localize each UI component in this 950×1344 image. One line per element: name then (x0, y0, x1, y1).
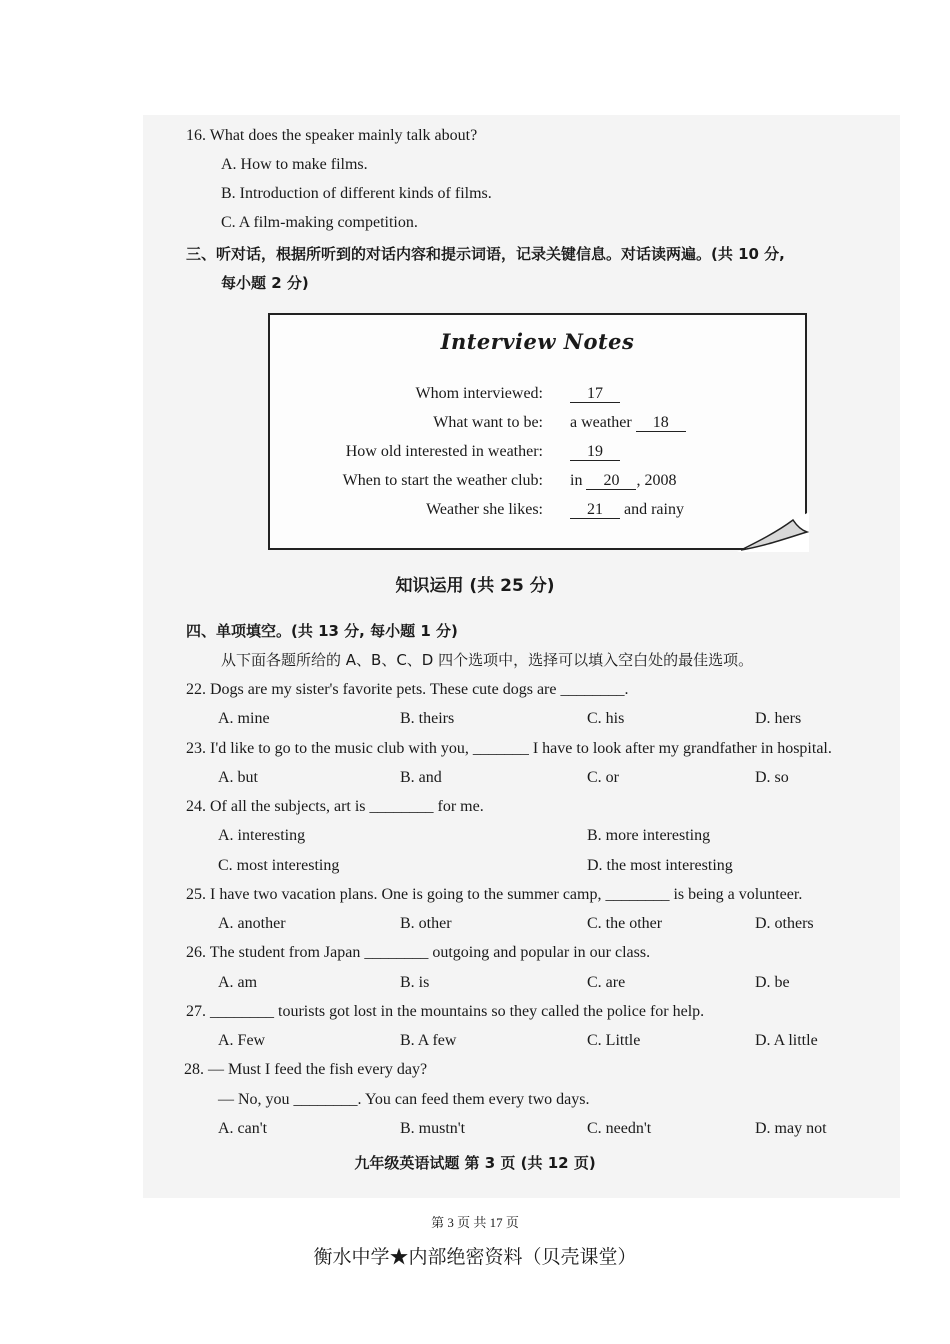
question-22-option-b: B. theirs (400, 710, 455, 727)
question-28-option-a: A. can't (218, 1120, 268, 1137)
question-24-option-d: D. the most interesting (587, 857, 733, 874)
question-28-option-c: C. needn't (587, 1120, 652, 1137)
document-page-number: 第 3 页 共 17 页 (431, 1215, 519, 1230)
blank-21: 21 (570, 502, 620, 519)
notes-value-20: in 20 , 2008 (570, 472, 677, 489)
exam-page-footer: 九年级英语试题 第 3 页 (共 12 页) (354, 1154, 596, 1172)
question-25-option-b: B. other (400, 915, 452, 932)
question-24-option-c: C. most interesting (218, 857, 340, 874)
notes-value-19 (570, 443, 620, 461)
question-22-option-d: D. hers (755, 710, 802, 727)
notes-label-20: When to start the weather club: (342, 472, 543, 489)
question-23-stem: 23. I'd like to go to the music club with you, _______ I have to look after my grandfather in hospital. (186, 740, 832, 757)
question-26-option-c: C. are (587, 974, 626, 991)
question-24-option-b: B. more interesting (587, 827, 711, 844)
notes-value-17 (570, 385, 620, 403)
question-26-stem: 26. The student from Japan ________ outgoing and popular in our class. (186, 944, 651, 961)
question-22-option-c: C. his (587, 710, 625, 727)
question-28-option-d: D. may not (755, 1120, 827, 1137)
question-16-option-a: A. How to make films. (221, 156, 368, 173)
question-24-option-a: A. interesting (218, 827, 306, 844)
question-22-stem: 22. Dogs are my sister's favorite pets. These cute dogs are ________. (186, 681, 629, 698)
question-27-option-a: A. Few (218, 1032, 266, 1049)
question-16-stem: 16. What does the speaker mainly talk about? (186, 127, 478, 144)
question-26-option-b: B. is (400, 974, 430, 991)
watermark-text: 衡水中学★内部绝密资料（贝壳课堂） (313, 1246, 637, 1268)
question-27-option-b: B. A few (400, 1032, 457, 1049)
part-heading: 知识运用 (共 25 分) (395, 576, 555, 596)
section-3-heading: 三、听对话，根据所听到的对话内容和提示词语，记录关键信息。对话读两遍。(共 10 分, (186, 245, 785, 263)
blank-17: 17 (570, 386, 620, 403)
question-24-stem: 24. Of all the subjects, art is ________ for me. (186, 798, 484, 815)
interview-notes-card (268, 313, 807, 550)
notes-label-21: Weather she likes: (426, 501, 543, 518)
blank-18: 18 (636, 415, 686, 432)
question-28-stem: 28. — Must I feed the fish every day? (184, 1061, 428, 1078)
section-4-heading: 四、单项填空。(共 13 分, 每小题 1 分) (186, 622, 458, 640)
question-23-option-b: B. and (400, 769, 442, 786)
question-25-option-d: D. others (755, 915, 814, 932)
blank-20: 20 (586, 473, 636, 490)
notes-value-18: a weather 18 (570, 414, 686, 432)
section-3-heading-cont: 每小题 2 分) (221, 274, 309, 292)
question-28-option-b: B. mustn't (400, 1120, 466, 1137)
question-23-option-a: A. but (218, 769, 258, 786)
question-25-stem: 25. I have two vacation plans. One is going to the summer camp, ________ is being a volunteer. (186, 886, 803, 903)
question-16-option-c: C. A film-making competition. (221, 214, 418, 231)
question-25-option-a: A. another (218, 915, 286, 932)
notes-label-17: Whom interviewed: (415, 385, 543, 402)
question-16-option-b: B. Introduction of different kinds of films. (221, 185, 492, 202)
question-22-option-a: A. mine (218, 710, 270, 727)
page-curl-icon (737, 512, 809, 552)
blank-19: 19 (570, 444, 620, 461)
interview-notes-title: Interview Notes (440, 329, 635, 354)
question-26-option-d: D. be (755, 974, 790, 991)
notes-value-21: 21 and rainy (570, 501, 684, 519)
question-27-option-c: C. Little (587, 1032, 641, 1049)
question-25-option-c: C. the other (587, 915, 663, 932)
question-27-stem: 27. ________ tourists got lost in the mountains so they called the police for help. (186, 1003, 705, 1020)
notes-label-19: How old interested in weather: (345, 443, 543, 460)
question-27-option-d: D. A little (755, 1032, 818, 1049)
question-26-option-a: A. am (218, 974, 258, 991)
question-28-stem-response: — No, you ________. You can feed them every two days. (218, 1091, 590, 1108)
section-4-instruction: 从下面各题所给的 A、B、C、D 四个选项中，选择可以填入空白处的最佳选项。 (221, 651, 754, 669)
question-23-option-c: C. or (587, 769, 619, 786)
question-23-option-d: D. so (755, 769, 789, 786)
notes-label-18: What want to be: (433, 414, 543, 431)
